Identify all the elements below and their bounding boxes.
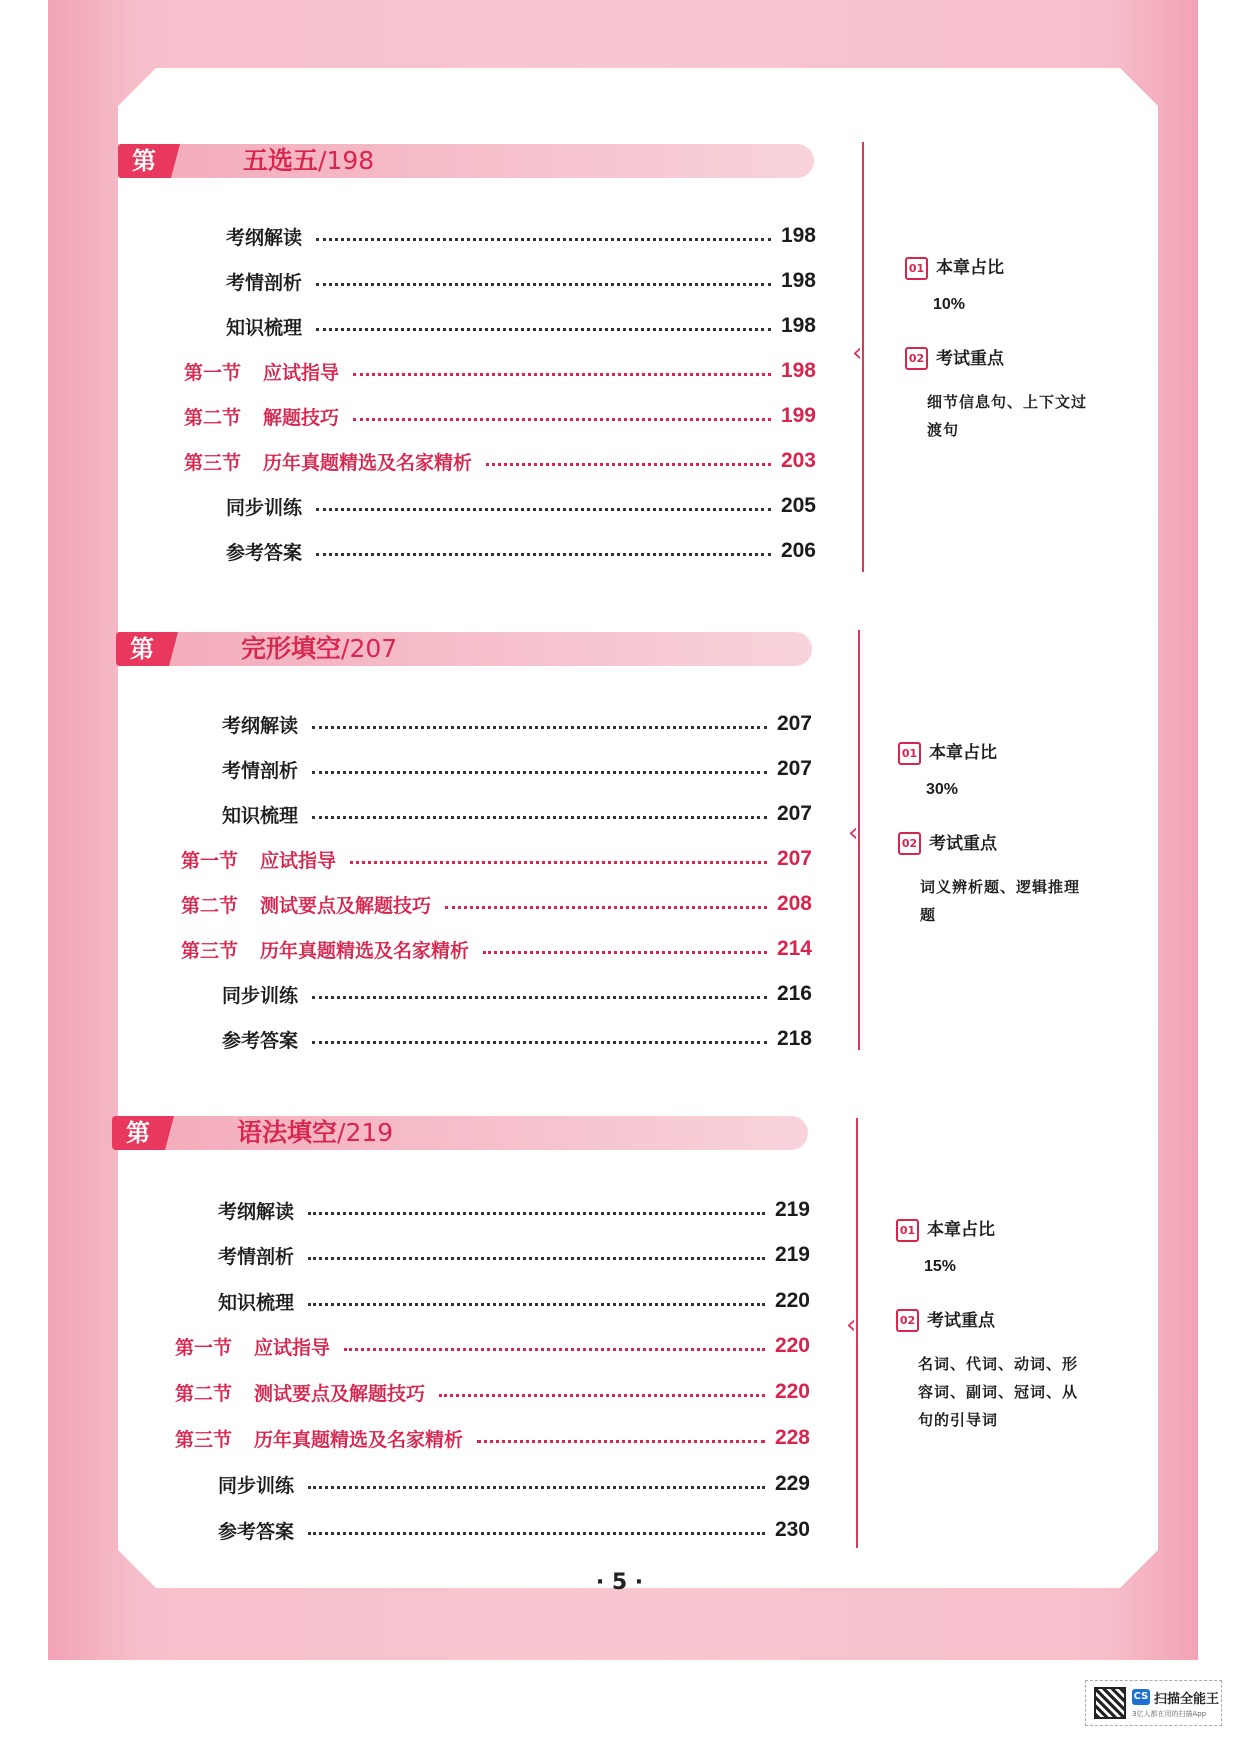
chapter-6-sidebar: 01 本章占比 15% 02 考试重点 名词、代词、动词、形容词、副词、冠词、从句的引导词 bbox=[896, 1215, 1096, 1434]
chapter-title: 完形填空/207 bbox=[241, 634, 398, 663]
toc-entry[interactable]: 知识梳理 207 bbox=[222, 802, 812, 827]
chapter-banner bbox=[116, 632, 812, 666]
divider-notch-icon: ‹ bbox=[848, 818, 859, 848]
page-number: · 5 · bbox=[595, 1570, 644, 1595]
chapter-banner bbox=[112, 1116, 808, 1150]
toc-entry[interactable]: 同步训练 216 bbox=[222, 982, 812, 1007]
badge-01-icon: 01 bbox=[905, 257, 928, 280]
chapter-4-sidebar: 01 本章占比 10% 02 考试重点 细节信息句、上下文过渡句 bbox=[905, 253, 1105, 444]
chapter-banner bbox=[118, 144, 814, 178]
toc-entry-section[interactable]: 第二节 解题技巧 199 bbox=[184, 404, 816, 429]
chapter-tag: 第四章 bbox=[118, 144, 171, 178]
toc-entry[interactable]: 知识梳理 220 bbox=[218, 1289, 810, 1314]
toc-entry[interactable]: 考情剖析 219 bbox=[218, 1243, 810, 1268]
divider-notch-icon: ‹ bbox=[852, 338, 863, 368]
toc-entry[interactable]: 考纲解读 219 bbox=[218, 1198, 810, 1223]
divider-notch-icon: ‹ bbox=[846, 1310, 857, 1340]
badge-02-icon: 02 bbox=[898, 832, 921, 855]
camscanner-logo-icon: CS bbox=[1132, 1689, 1150, 1705]
toc-entry-section[interactable]: 第三节 历年真题精选及名家精析 228 bbox=[175, 1426, 810, 1451]
chapter-title: 五选五/198 bbox=[243, 146, 375, 175]
watermark-brand: 扫描全能王 bbox=[1154, 1692, 1220, 1707]
badge-02-icon: 02 bbox=[896, 1309, 919, 1332]
toc-entry-section[interactable]: 第一节 应试指导 220 bbox=[175, 1334, 810, 1359]
toc-entry-section[interactable]: 第一节 应试指导 207 bbox=[181, 847, 812, 872]
badge-01-icon: 01 bbox=[898, 742, 921, 765]
toc-entry[interactable]: 参考答案 230 bbox=[218, 1518, 810, 1543]
scanner-watermark bbox=[1085, 1680, 1222, 1726]
toc-entry[interactable]: 考情剖析 207 bbox=[222, 757, 812, 782]
chapter-5-sidebar: 01 本章占比 30% 02 考试重点 词义辨析题、逻辑推理题 bbox=[898, 738, 1098, 929]
chapter-tag: 第六章 bbox=[112, 1116, 165, 1150]
qr-code-icon bbox=[1094, 1687, 1126, 1719]
toc-entry-section[interactable]: 第一节 应试指导 198 bbox=[184, 359, 816, 384]
watermark-slogan: 3亿人都在用的扫描App bbox=[1132, 1710, 1207, 1718]
toc-entry[interactable]: 同步训练 205 bbox=[226, 494, 816, 519]
chapter-tag: 第五章 bbox=[116, 632, 169, 666]
toc-entry[interactable]: 同步训练 229 bbox=[218, 1472, 810, 1497]
badge-02-icon: 02 bbox=[905, 347, 928, 370]
toc-entry[interactable]: 参考答案 218 bbox=[222, 1027, 812, 1052]
toc-entry[interactable]: 考纲解读 207 bbox=[222, 712, 812, 737]
toc-entry[interactable]: 考纲解读 198 bbox=[226, 224, 816, 249]
toc-entry-section[interactable]: 第三节 历年真题精选及名家精析 203 bbox=[184, 449, 816, 474]
toc-entry-section[interactable]: 第三节 历年真题精选及名家精析 214 bbox=[181, 937, 812, 962]
toc-entry-section[interactable]: 第二节 测试要点及解题技巧 220 bbox=[175, 1380, 810, 1405]
toc-entry[interactable]: 参考答案 206 bbox=[226, 539, 816, 564]
badge-01-icon: 01 bbox=[896, 1219, 919, 1242]
toc-entry[interactable]: 知识梳理 198 bbox=[226, 314, 816, 339]
chapter-title: 语法填空/219 bbox=[237, 1118, 394, 1147]
toc-entry-section[interactable]: 第二节 测试要点及解题技巧 208 bbox=[181, 892, 812, 917]
toc-entry[interactable]: 考情剖析 198 bbox=[226, 269, 816, 294]
